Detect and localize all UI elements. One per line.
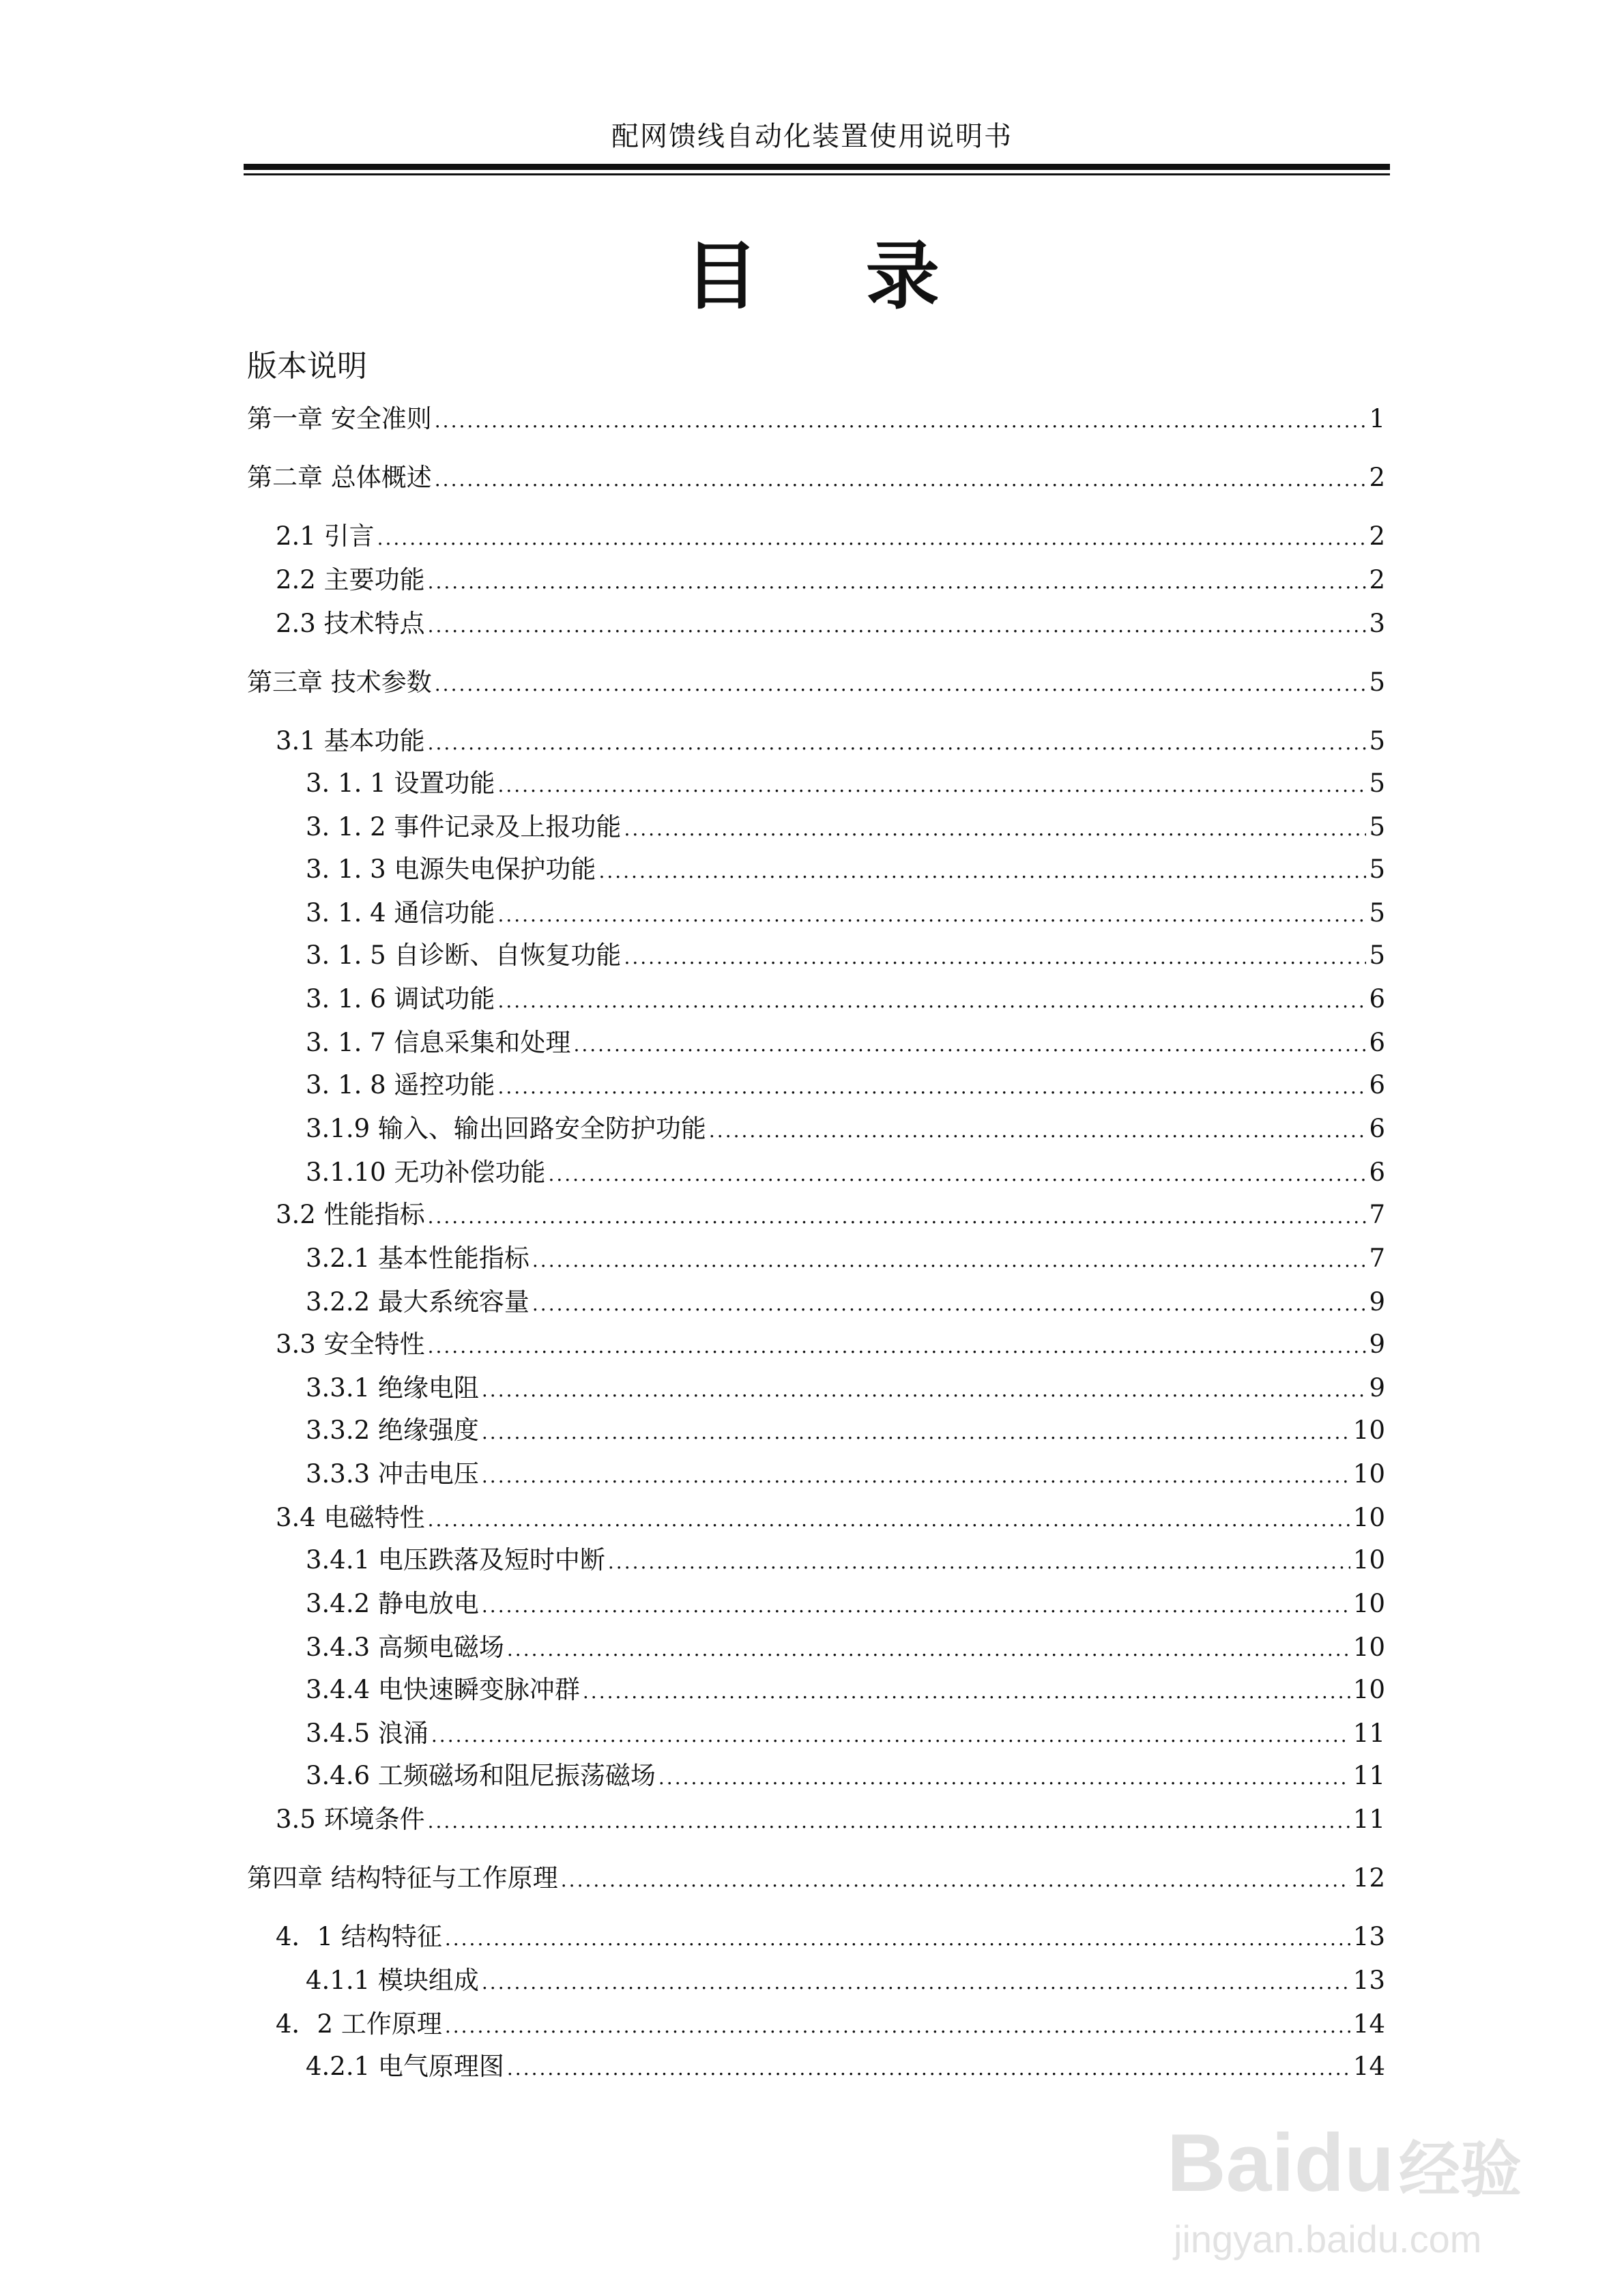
toc-entry-label: 3.3 安全特性	[276, 1330, 425, 1359]
toc-dot-leader	[497, 1071, 1366, 1104]
toc-dot-leader	[548, 1158, 1366, 1191]
toc-dot-leader	[561, 1864, 1350, 1897]
toc-entry[interactable]	[306, 1717, 1385, 1752]
toc-entry-page: 14	[1352, 2009, 1385, 2039]
toc-dot-leader	[532, 1244, 1367, 1277]
toc-entry-label: 3.1.10 无功补偿功能	[306, 1158, 546, 1187]
toc-dot-leader	[435, 463, 1367, 496]
toc-entry-label: 第三章 技术参数	[247, 668, 432, 697]
toc-dot-leader	[428, 1805, 1350, 1838]
toc-entry-page: 5	[1369, 941, 1385, 970]
toc-entry-page: 5	[1369, 812, 1385, 842]
baidu-jingyan-watermark	[1160, 2102, 1542, 2266]
toc-entry[interactable]	[306, 939, 1385, 974]
toc-entry[interactable]	[306, 1286, 1385, 1321]
toc-entry-page: 7	[1369, 1200, 1385, 1229]
toc-entry-page: 12	[1352, 1863, 1385, 1893]
toc-entry-page: 7	[1369, 1244, 1385, 1273]
toc-entry-page: 6	[1369, 1158, 1385, 1187]
toc-entry-page: 5	[1369, 769, 1385, 798]
toc-dot-leader	[428, 1504, 1350, 1536]
toc-dot-leader	[482, 1590, 1350, 1622]
toc-entry-page: 2	[1369, 521, 1385, 551]
toc-entry-label: 3. 1. 8 遥控功能	[306, 1070, 495, 1100]
toc-dot-leader	[507, 1633, 1350, 1666]
toc-entry-page: 10	[1352, 1459, 1385, 1489]
toc-entry[interactable]	[276, 1921, 1385, 1955]
toc-entry-page: 11	[1352, 1719, 1385, 1748]
toc-entry[interactable]	[306, 1631, 1385, 1666]
toc-entry-label: 3.4 电磁特性	[276, 1503, 425, 1532]
toc-entry-label: 3.5 环境条件	[276, 1805, 425, 1834]
toc-entry-label: 3.3.1 绝缘电阻	[306, 1373, 479, 1403]
toc-dot-leader	[445, 1923, 1350, 1955]
toc-entry-label: 3. 1. 3 电源失电保护功能	[306, 855, 596, 884]
watermark-url: jingyan.baidu.com	[1174, 2218, 1482, 2261]
page-header-title: 配网馈线自动化装置使用说明书	[611, 121, 1013, 152]
toc-entry-page: 5	[1369, 668, 1385, 697]
toc-entry[interactable]	[306, 1113, 1385, 1147]
toc-entry[interactable]	[306, 767, 1385, 802]
toc-entry-page: 10	[1352, 1416, 1385, 1445]
toc-entry-page: 2	[1369, 463, 1385, 492]
toc-entry[interactable]	[247, 1862, 1385, 1897]
toc-dot-leader	[497, 985, 1366, 1018]
toc-entry-page: 9	[1369, 1373, 1385, 1403]
toc-dot-leader	[428, 609, 1367, 642]
toc-entry-label: 3. 1. 1 设置功能	[306, 769, 495, 798]
toc-entry[interactable]	[276, 1328, 1385, 1363]
toc-entry[interactable]	[306, 1458, 1385, 1493]
toc-dot-leader	[624, 941, 1366, 974]
toc-entry-label: 3.2.2 最大系统容量	[306, 1287, 530, 1317]
toc-entry-label: 第四章 结构特征与工作原理	[247, 1863, 558, 1893]
toc-dot-leader	[598, 855, 1366, 888]
toc-dot-leader	[435, 668, 1367, 701]
toc-entry-label: 4．2 工作原理	[276, 2009, 442, 2039]
toc-title: 目 录	[684, 233, 981, 319]
toc-dot-leader	[624, 813, 1366, 846]
toc-dot-leader	[428, 1330, 1367, 1363]
toc-entry-page: 10	[1352, 1545, 1385, 1575]
toc-entry-page: 9	[1369, 1330, 1385, 1359]
toc-dot-leader	[608, 1546, 1350, 1579]
toc-entry-label: 3. 1. 4 通信功能	[306, 898, 495, 928]
toc-dot-leader	[573, 1029, 1366, 1061]
toc-entry-label: 第二章 总体概述	[247, 463, 432, 492]
toc-entry[interactable]	[306, 1027, 1385, 1061]
toc-entry[interactable]	[276, 725, 1385, 760]
toc-entry-page: 6	[1369, 1114, 1385, 1143]
toc-entry-label: 3.1.9 输入、输出回路安全防护功能	[306, 1114, 706, 1143]
toc-entry-page: 6	[1369, 1070, 1385, 1100]
toc-dot-leader	[532, 1288, 1367, 1321]
toc-entry-label: 3.4.4 电快速瞬变脉冲群	[306, 1675, 580, 1704]
toc-dot-leader	[709, 1115, 1367, 1147]
toc-entry[interactable]	[276, 2008, 1385, 2043]
toc-entry-label: 3.2 性能指标	[276, 1200, 425, 1229]
toc-entry-label: 3.4.3 高频电磁场	[306, 1633, 504, 1662]
toc-entry[interactable]	[276, 1199, 1385, 1233]
toc-dot-leader	[497, 899, 1366, 932]
toc-dot-leader	[482, 1416, 1350, 1449]
toc-entry-page: 13	[1352, 1966, 1385, 1995]
toc-entry-label: 2.3 技术特点	[276, 609, 425, 638]
toc-entry[interactable]	[306, 2050, 1385, 2085]
toc-entry-page: 6	[1369, 984, 1385, 1014]
toc-dot-leader	[428, 727, 1367, 760]
toc-entry-label: 4.1.1 模块组成	[306, 1966, 479, 1995]
toc-dot-leader	[583, 1676, 1350, 1708]
watermark-brand: Baidu	[1167, 2117, 1395, 2209]
toc-dot-leader	[377, 522, 1367, 555]
toc-entry[interactable]	[306, 1544, 1385, 1579]
toc-entry[interactable]	[306, 1674, 1385, 1708]
toc-entry-page: 11	[1352, 1805, 1385, 1834]
toc-entry-page: 9	[1369, 1287, 1385, 1317]
toc-entry-label: 3.4.5 浪涌	[306, 1719, 429, 1748]
toc-entry-label: 第一章 安全准则	[247, 404, 432, 433]
toc-dot-leader	[445, 2010, 1350, 2043]
toc-entry-label: 4．1 结构特征	[276, 1922, 442, 1951]
toc-entry[interactable]	[276, 607, 1385, 642]
toc-entry[interactable]	[306, 1964, 1385, 1999]
toc-entry-label: 3.4.1 电压跌落及短时中断	[306, 1545, 605, 1575]
toc-entry-page: 5	[1369, 898, 1385, 928]
toc-dot-leader	[507, 2052, 1350, 2085]
toc-entry-label: 3. 1. 2 事件记录及上报功能	[306, 812, 622, 842]
toc-entry-label: 3.2.1 基本性能指标	[306, 1244, 530, 1273]
toc-entry[interactable]	[306, 811, 1385, 846]
toc-entry-label: 3.3.3 冲击电压	[306, 1459, 479, 1489]
toc-entry-label: 2.1 引言	[276, 521, 375, 551]
toc-entry[interactable]	[276, 520, 1385, 555]
toc-entry-page: 1	[1369, 404, 1385, 433]
toc-entry[interactable]	[276, 1502, 1385, 1536]
toc-entry-label: 3.4.2 静电放电	[306, 1589, 479, 1618]
toc-entry[interactable]	[306, 1372, 1385, 1407]
toc-entry-label: 2.2 主要功能	[276, 565, 425, 594]
toc-entry-page: 3	[1369, 609, 1385, 638]
toc-entry-label: 3.3.2 绝缘强度	[306, 1416, 479, 1445]
toc-entry[interactable]	[247, 403, 1385, 437]
toc-entry[interactable]	[306, 853, 1385, 888]
toc-entry[interactable]	[306, 1760, 1385, 1794]
toc-entry-page: 10	[1352, 1675, 1385, 1704]
toc-entry[interactable]	[306, 1588, 1385, 1622]
toc-dot-leader	[435, 405, 1367, 437]
toc-entry[interactable]	[276, 1803, 1385, 1838]
toc-entry-page: 6	[1369, 1028, 1385, 1057]
toc-entry-label: 4.2.1 电气原理图	[306, 2052, 504, 2081]
toc-entry-label: 3. 1. 7 信息采集和处理	[306, 1028, 571, 1057]
toc-entry[interactable]	[276, 564, 1385, 599]
toc-entry-label: 3. 1. 5 自诊断、自恢复功能	[306, 941, 622, 970]
toc-entry-page: 10	[1352, 1633, 1385, 1662]
toc-entry[interactable]	[306, 1156, 1385, 1191]
toc-dot-leader	[482, 1966, 1350, 1999]
toc-entry[interactable]	[306, 983, 1385, 1018]
toc-entry-page: 11	[1352, 1761, 1385, 1790]
toc-dot-leader	[428, 566, 1367, 599]
toc-entry-page: 5	[1369, 726, 1385, 756]
toc-entry-label: 3.4.6 工频磁场和阻尼振荡磁场	[306, 1761, 656, 1790]
toc-entry[interactable]	[247, 666, 1385, 701]
toc-entry[interactable]	[306, 1414, 1385, 1449]
toc-entry-label: 3.1 基本功能	[276, 726, 425, 756]
toc-dot-leader	[482, 1374, 1367, 1407]
toc-entry-page: 14	[1352, 2052, 1385, 2081]
watermark-suffix: 经验	[1399, 2134, 1522, 2206]
toc-entry-label: 3. 1. 6 调试功能	[306, 984, 495, 1014]
toc-entry[interactable]	[306, 1242, 1385, 1277]
toc-dot-leader	[431, 1719, 1350, 1752]
toc-dot-leader	[482, 1460, 1350, 1493]
toc-dot-leader	[497, 769, 1366, 802]
toc-entry-page: 2	[1369, 565, 1385, 594]
version-note[interactable]: 版本说明	[247, 349, 367, 384]
toc-entry-page: 13	[1352, 1922, 1385, 1951]
toc-entry[interactable]	[247, 461, 1385, 496]
toc-dot-leader	[658, 1762, 1350, 1794]
toc-entry[interactable]	[306, 897, 1385, 932]
toc-entry-page: 5	[1369, 855, 1385, 884]
toc-entry-page: 10	[1352, 1589, 1385, 1618]
toc-entry-page: 10	[1352, 1503, 1385, 1532]
toc-entry[interactable]	[306, 1069, 1385, 1104]
toc-dot-leader	[428, 1201, 1367, 1233]
